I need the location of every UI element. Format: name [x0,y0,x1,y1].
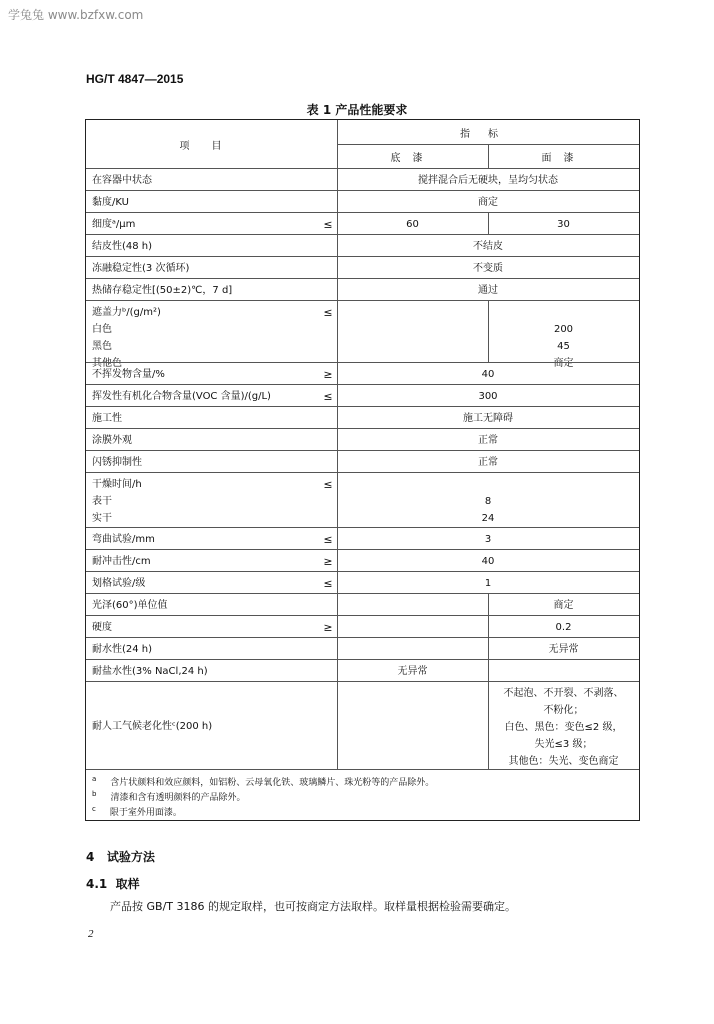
table-row [86,593,639,616]
row-value: 不结皮 [473,240,503,252]
table-row [86,428,639,451]
row-value: 通过 [478,284,498,296]
table-row [86,234,639,257]
row-item: 耐人工气候老化性ᶜ(200 h) [92,720,213,732]
table-row [86,681,639,770]
value-stack [337,476,639,527]
row-item: 施工性 [92,412,122,424]
row-item: 干燥时间/h [92,479,142,490]
top-value: 200 [553,324,574,335]
top-value: 0.2 [555,621,572,633]
row-value: 3 [484,533,492,545]
table-row [86,472,639,528]
table-row [86,190,639,213]
top-value-line: 白色、黑色：变色≤2 级， [504,722,623,733]
base-value: 60 [406,218,419,230]
base-value: 无异常 [397,665,428,677]
table-row [86,527,639,550]
row-item: 耐冲击性/cm [92,555,151,567]
table-row [86,615,639,638]
row-item: 冻融稳定性(3 次循环) [92,262,190,274]
table-caption: 表 1 产品性能要求 [306,103,408,117]
table-row [86,256,639,279]
table-row [86,212,639,235]
header-spec: 指标 [460,128,516,140]
top-value-line: 失光≤3 级； [534,739,593,750]
table-row [86,549,639,572]
row-item: 细度ᵃ/μm [92,218,136,230]
top-value: 30 [557,218,570,230]
row-value: 40 [481,555,495,567]
table-row [86,384,639,407]
comparator: ≥ [323,620,333,634]
page-number: 2 [88,928,94,940]
row-item: 光泽(60°)单位值 [92,599,168,611]
document-number: HG/T 4847—2015 [86,72,184,86]
watermark: 学兔兔 www.bzfxw.com [8,8,144,22]
row-sub-item: 白色 [92,324,112,335]
comparator: ≥ [323,554,333,568]
top-value-line: 不起泡、不开裂、不剥落、 [503,688,624,699]
row-sub-item: 表干 [92,496,112,507]
row-item: 弯曲试验/mm [92,533,155,545]
table-row [86,278,639,301]
comparator: ≤ [323,389,333,403]
row-item: 划格试验/级 [92,577,146,589]
row-item: 在容器中状态 [92,174,152,186]
table-row [86,300,639,369]
comparator: ≤ [323,217,333,231]
row-sub-item: 黑色 [92,341,112,352]
top-value: 商定 [553,358,574,369]
top-value: 无异常 [548,643,579,655]
header-base-coat: 底漆 [390,152,435,164]
row-value: 正常 [478,456,498,468]
row-item: 耐盐水性(3% NaCl,24 h) [92,665,208,677]
footnote: $^c$ 限于室外用面漆。 [92,805,182,818]
row-item: 遮盖力ᵇ/(g/m²) [92,307,161,318]
table-row [86,362,639,385]
table-header [86,120,639,168]
row-sub-item: 其他色 [92,358,122,369]
sampling-paragraph: 产品按 GB/T 3186 的规定取样，也可按商定方法取样。取样量根据检验需要确定。 [110,900,516,913]
row-value: 40 [481,368,495,380]
table-row [86,637,639,660]
row-sub-item: 实干 [92,513,112,524]
row-value: 搅拌混合后无硬块，呈均匀状态 [418,174,558,186]
comparator: ≤ [323,306,333,319]
footnote: $^a$ 含片状颜料和效应颜料，如铝粉、云母氧化铁、玻璃鳞片、珠光粉等的产品除外。 [92,775,435,788]
row-value: 8 [484,496,492,507]
header-top-coat: 面漆 [541,152,586,164]
row-item: 耐水性(24 h) [92,643,153,655]
row-value: 300 [478,390,498,402]
row-item-stack [92,476,142,527]
table-row [86,571,639,594]
row-item: 涂膜外观 [92,434,132,446]
performance-table [85,119,640,821]
table-row [86,659,639,682]
top-value-stack [488,685,639,770]
comparator: ≤ [323,478,333,491]
row-item: 硬度 [92,621,112,633]
top-value: 商定 [553,599,574,611]
footnote: $^b$ 清漆和含有透明颜料的产品除外。 [92,790,246,803]
comparator: ≤ [323,576,333,590]
row-item: 挥发性有机化合物含量(VOC 含量)/(g/L) [92,390,271,402]
row-value: 商定 [478,196,498,208]
row-value: 不变质 [473,262,503,274]
row-value: 施工无障碍 [463,412,513,424]
row-value: 24 [481,513,495,524]
row-value: 正常 [478,434,498,446]
top-value-line: 不粉化； [543,705,584,716]
header-item: 项目 [179,140,244,152]
section-4-1-heading: 4.1 取样 [86,877,140,891]
row-item: 热储存稳定性[(50±2)℃，7 d] [92,284,233,296]
table-footnotes [86,769,639,821]
comparator: ≤ [323,532,333,546]
row-item: 黏度/KU [92,196,129,208]
table-row [86,406,639,429]
top-value: 45 [557,341,570,352]
comparator: ≥ [323,367,333,381]
row-item: 闪锈抑制性 [92,456,142,468]
table-row [86,450,639,473]
top-value-line: 其他色：失光、变色商定 [508,756,619,767]
row-item: 不挥发物含量/% [92,368,165,380]
row-value: 1 [484,577,492,589]
table-row [86,168,639,191]
row-item: 结皮性(48 h) [92,240,153,252]
section-4-heading: 4 试验方法 [86,850,155,864]
